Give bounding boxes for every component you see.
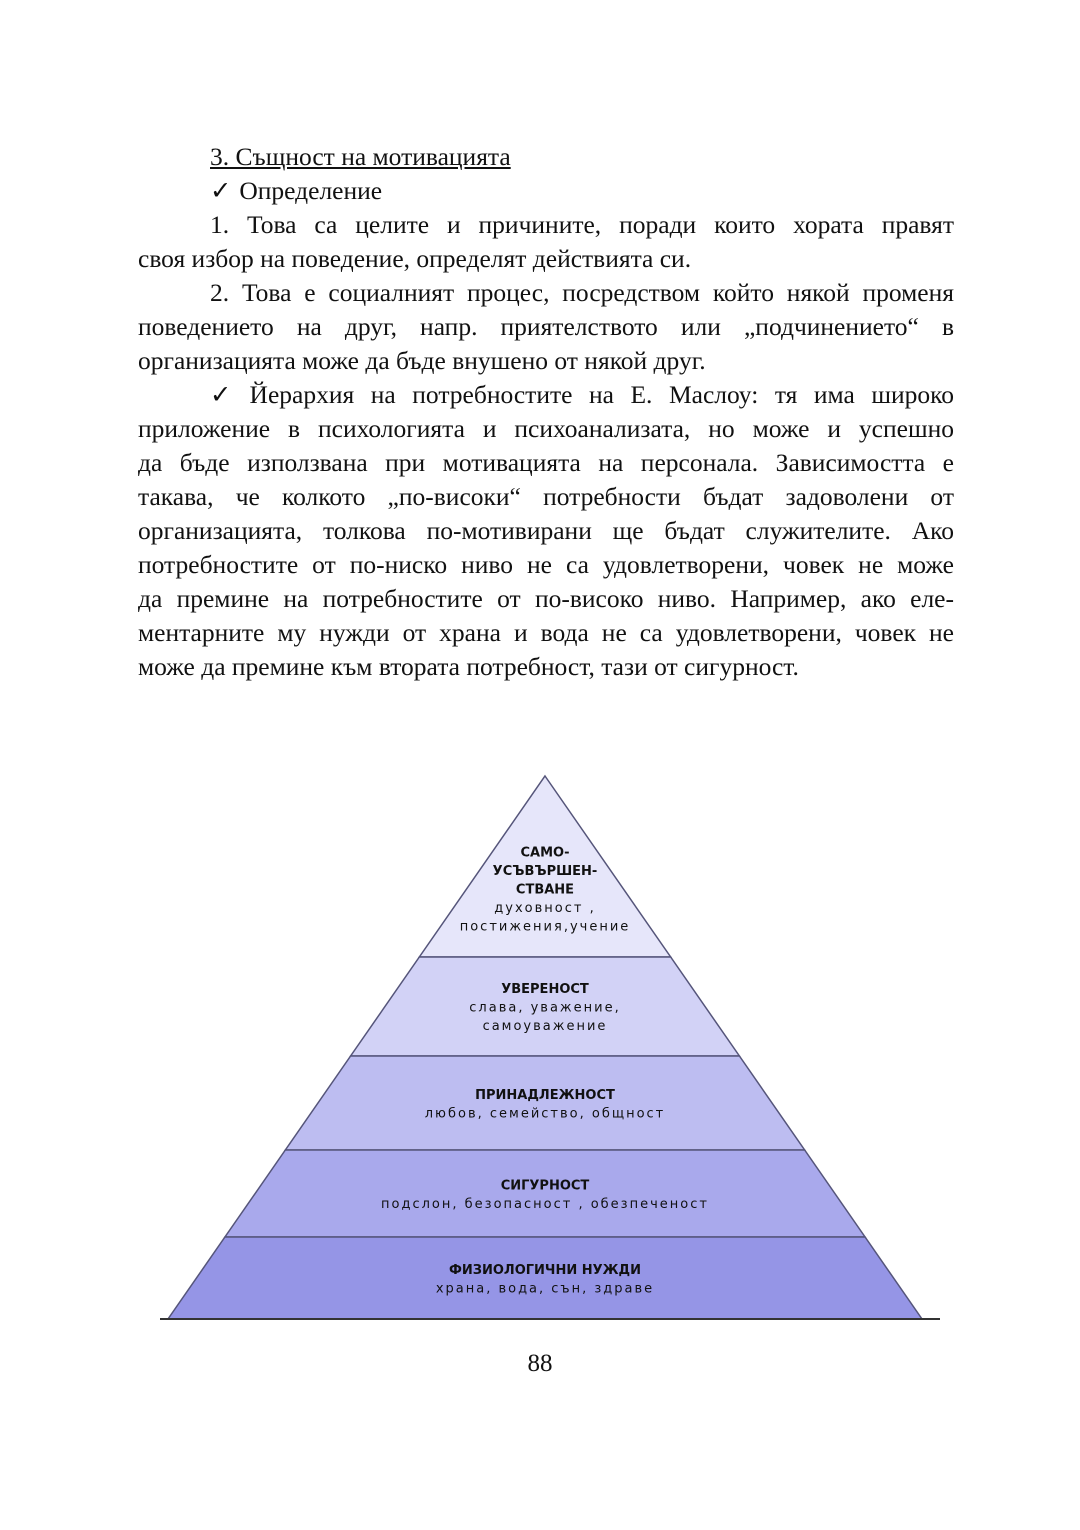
maslow-pyramid-diagram (160, 770, 940, 1330)
paragraph-1-line: своя избор на поведение, определят действията си. (138, 244, 692, 273)
paragraph-3-line: организацията, толкова по-мотивирани ще бъдат служителите. Ако (138, 516, 954, 545)
paragraph-3-line (138, 378, 954, 412)
paragraph-2-line: 2. Това е социалният процес, посредством който някой променя (210, 278, 954, 307)
pyramid-level-title: УВЕРЕНОСТ (501, 982, 589, 997)
section-heading: 3. Същност на мотивацията (210, 142, 511, 171)
check-mark-icon: ✓ (210, 176, 232, 205)
pyramid-level-title: ПРИНАДЛЕЖНОСТ (475, 1087, 615, 1103)
pyramid-level-subtitle: духовност , (494, 901, 596, 916)
definition-label: Определение (239, 176, 383, 205)
pyramid-level-title: ФИЗИОЛОГИЧНИ НУЖДИ (448, 1262, 642, 1278)
pyramid-level-subtitle: постижения,учение (459, 919, 631, 935)
pyramid-level-subtitle: самоуважение (482, 1019, 608, 1034)
paragraph-3-line: може да премине към втората потребност, тази от сигурност. (138, 652, 799, 681)
body-text (138, 140, 954, 684)
pyramid-level-subtitle: любов, семейство, общност (424, 1106, 666, 1122)
pyramid-level-title: СТВАНЕ (515, 882, 575, 898)
pyramid-level-title: САМО- (520, 845, 570, 861)
pyramid-level-subtitle: подслон, безопасност , обезпеченост (381, 1196, 709, 1212)
check-mark-icon: ✓ (210, 380, 242, 409)
pyramid-level-title: УСЪВЪРШЕН- (492, 864, 598, 879)
pyramid-level-title: СИГУРНОСТ (500, 1178, 590, 1194)
paragraph-3-line: да бъде използвана при мотивацията на персонала. Зависимостта е (138, 448, 954, 477)
definition-item (138, 174, 954, 208)
pyramid-level-5 (168, 1237, 922, 1319)
paragraph-3-line: приложение в психологията и психоанализата, но може и успешно (138, 414, 954, 443)
paragraph-3-line: ментарните му нужди от храна и вода не са удовлетворени, човек не (138, 618, 954, 647)
pyramid-level-subtitle: храна, вода, сън, здраве (435, 1281, 655, 1297)
page-number: 88 (527, 1350, 553, 1377)
pyramid-level-4 (225, 1150, 865, 1237)
paragraph-2-line: организацията може да бъде внушено от някой друг. (138, 346, 706, 375)
paragraph-2-line: поведението на друг, напр. приятелството или „подчинението“ в (138, 312, 954, 341)
paragraph-1-line: 1. Това са целите и причините, поради които хората правят (210, 210, 954, 239)
pyramid-level-subtitle: слава, уважение, (469, 1000, 621, 1016)
pyramid-level-3 (285, 1056, 804, 1150)
paragraph-3-line: такава, че колкото „по-високи“ потребности бъдат задоволени от (138, 482, 954, 511)
paragraph-3-line: потребностите от по-ниско ниво не са удовлетворени, човек не може (138, 550, 954, 579)
paragraph-3-line: да премине на потребностите от по-високо ниво. Например, ако еле- (138, 584, 954, 613)
hierarchy-intro: Йерархия на потребностите на Е. Маслоу: тя има широко (249, 380, 954, 409)
